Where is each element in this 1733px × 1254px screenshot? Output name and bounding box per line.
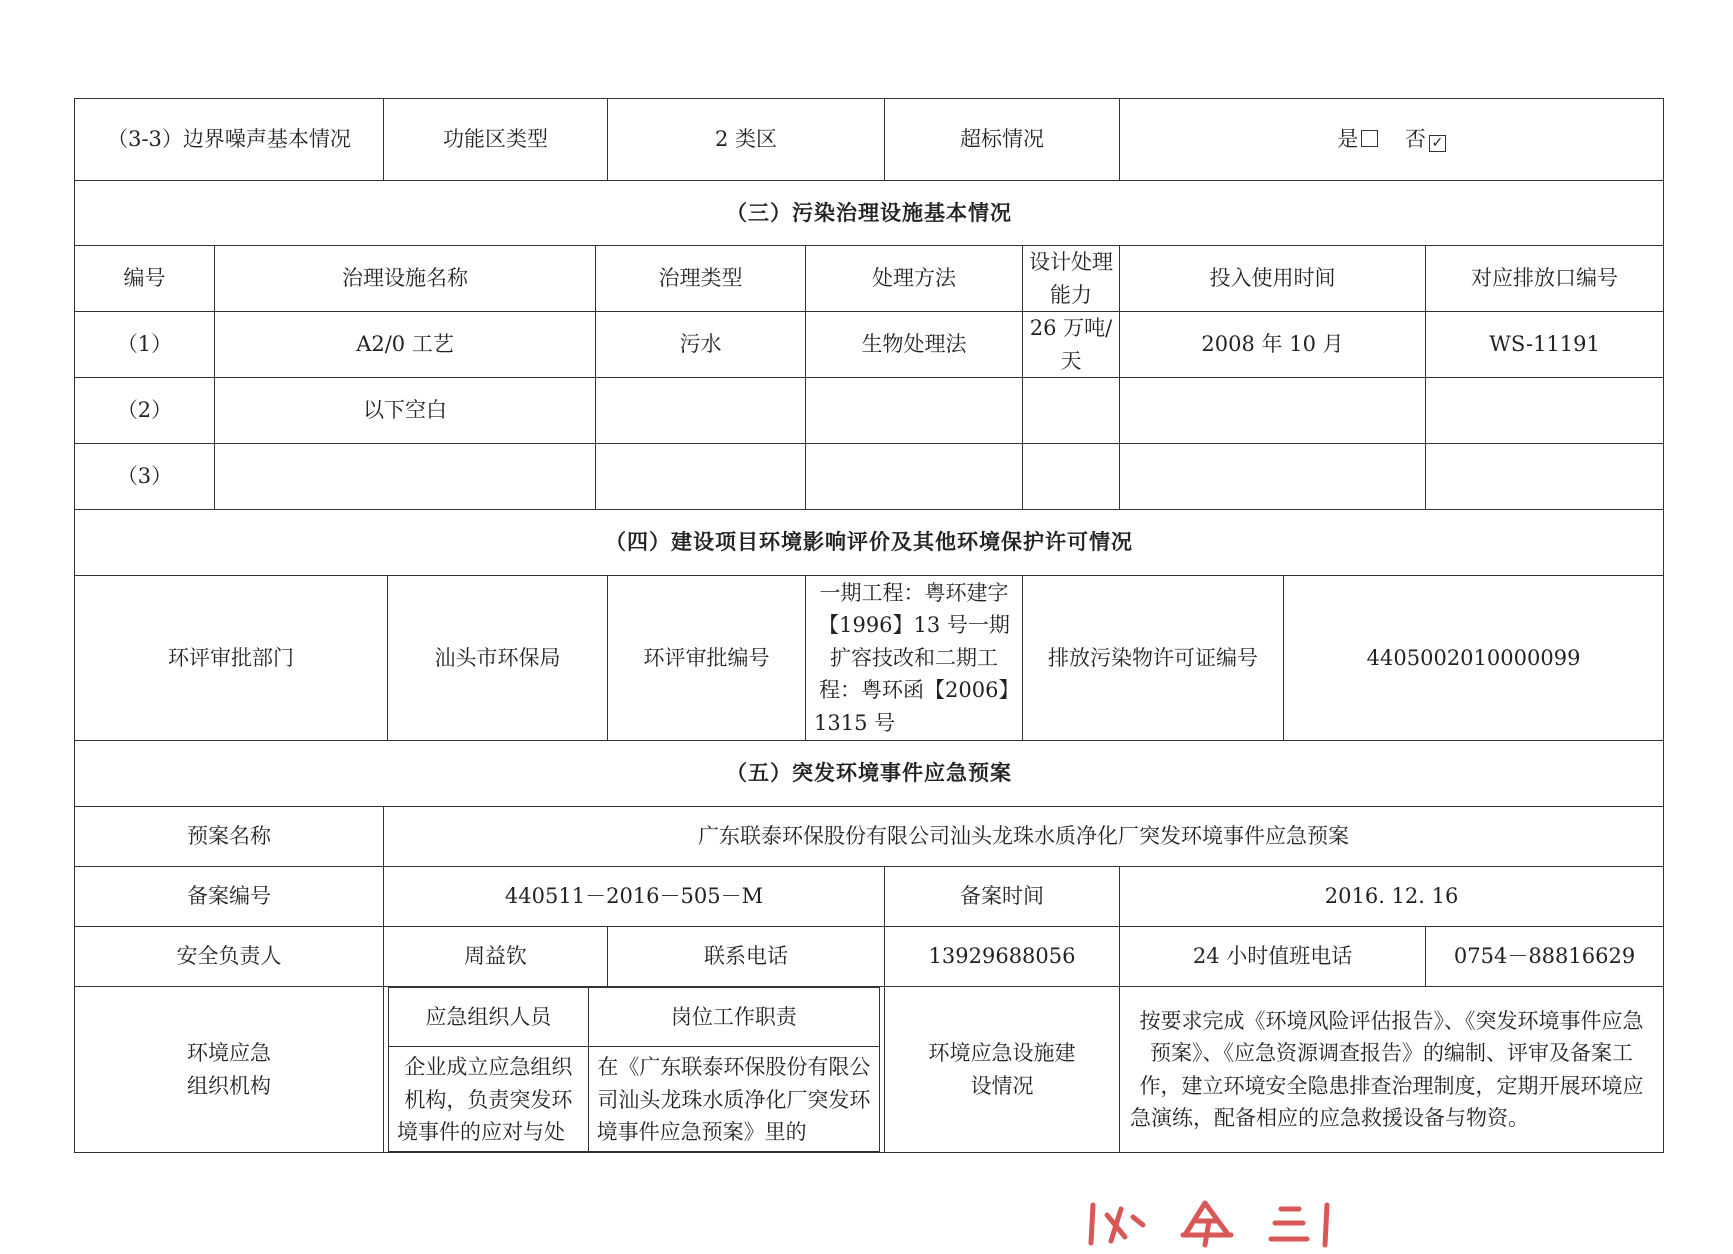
record-row [75,867,1664,927]
duty-role-value: 在《广东联泰环保股份有限公司汕头龙珠水质净化厂突发环境事件应急预案》里的 [588,1047,879,1152]
table-cell [596,378,806,444]
exceed-label: 超标情况 [885,99,1120,181]
yes-checkbox [1361,130,1378,147]
eia-no-value: 一期工程：粤环建字【1996】13 号一期扩容技改和二期工程：粤环函【2006】1315 号 [806,576,1023,741]
table-cell [1120,444,1426,510]
table-cell [1426,444,1664,510]
personnel-label: 应急组织人员 [389,988,589,1047]
record-no-label: 备案编号 [75,867,384,927]
table-row [75,312,1664,378]
table-cell [1426,378,1664,444]
table-cell: （2） [75,378,215,444]
org-row [75,987,1664,1153]
record-no-value: 440511－2016－505－M [384,867,885,927]
facility-value: 按要求完成《环境风险评估报告》、《突发环境事件应急预案》、《应急资源调查报告》的编制、评审及备案工作，建立环境安全隐患排查治理制度，定期开展环境应急演练，配备相应的应急救援设备与物资。 [1120,987,1664,1153]
noise-label: （3-3）边界噪声基本情况 [75,99,384,181]
record-time-label: 备案时间 [885,867,1120,927]
column-header: 编号 [75,246,215,312]
table-cell [806,444,1023,510]
org-label: 环境应急组织机构 [75,987,384,1153]
eia-row [75,576,1664,741]
seal-mark [1085,1195,1335,1250]
no-label: 否 [1404,127,1426,152]
table-cell [1023,378,1120,444]
facilities-section-title: （三）污染治理设施基本情况 [75,181,1664,246]
personnel-value: 企业成立应急组织机构，负责突发环境事件的应对与处 [389,1047,589,1152]
table-cell: WS-11191 [1426,312,1664,378]
facilities-header-row [75,246,1664,312]
table-cell: 以下空白 [215,378,596,444]
org-subtable-cell [384,987,885,1153]
plan-name-row [75,807,1664,867]
eia-dept-label: 环评审批部门 [75,576,388,741]
facility-label: 环境应急设施建设情况 [885,987,1120,1153]
zone-type-value: 2 类区 [608,99,885,181]
duty-role-label: 岗位工作职责 [588,988,879,1047]
zone-type-label: 功能区类型 [384,99,608,181]
duty-phone-label: 24 小时值班电话 [1120,927,1426,987]
column-header: 治理设施名称 [215,246,596,312]
report-table [74,98,1664,1153]
table-row [75,378,1664,444]
eia-section-title: （四）建设项目环境影响评价及其他环境保护许可情况 [75,510,1664,576]
noise-row [75,99,1664,181]
phone-label: 联系电话 [608,927,885,987]
table-cell: 2008 年 10 月 [1120,312,1426,378]
yes-label: 是 [1337,127,1359,152]
facilities-title-row [75,181,1664,246]
plan-name-value: 广东联泰环保股份有限公司汕头龙珠水质净化厂突发环境事件应急预案 [384,807,1664,867]
column-header: 对应排放口编号 [1426,246,1664,312]
phone-value: 13929688056 [885,927,1120,987]
eia-no-label: 环评审批编号 [608,576,806,741]
column-header: 处理方法 [806,246,1023,312]
table-cell [1120,378,1426,444]
safety-value: 周益钦 [384,927,608,987]
table-cell [215,444,596,510]
red-seal-stamp [1085,1195,1335,1250]
no-checkbox-checked: ✓ [1429,135,1446,152]
table-cell: 26 万吨/天 [1023,312,1120,378]
duty-phone-value: 0754－88816629 [1426,927,1664,987]
table-cell [806,378,1023,444]
org-subtable [388,987,880,1152]
table-cell: A2/0 工艺 [215,312,596,378]
emergency-title-row [75,741,1664,807]
record-time-value: 2016. 12. 16 [1120,867,1664,927]
table-cell: （3） [75,444,215,510]
table-cell [1023,444,1120,510]
eia-title-row [75,510,1664,576]
exceed-value [1120,99,1664,181]
column-header: 投入使用时间 [1120,246,1426,312]
permit-label: 排放污染物许可证编号 [1023,576,1284,741]
column-header: 设计处理能力 [1023,246,1120,312]
plan-name-label: 预案名称 [75,807,384,867]
eia-dept-value: 汕头市环保局 [388,576,608,741]
permit-value: 4405002010000099 [1284,576,1664,741]
table-cell: （1） [75,312,215,378]
table-cell: 生物处理法 [806,312,1023,378]
table-row [75,444,1664,510]
safety-label: 安全负责人 [75,927,384,987]
emergency-section-title: （五）突发环境事件应急预案 [75,741,1664,807]
column-header: 治理类型 [596,246,806,312]
safety-row [75,927,1664,987]
table-cell [596,444,806,510]
table-cell: 污水 [596,312,806,378]
